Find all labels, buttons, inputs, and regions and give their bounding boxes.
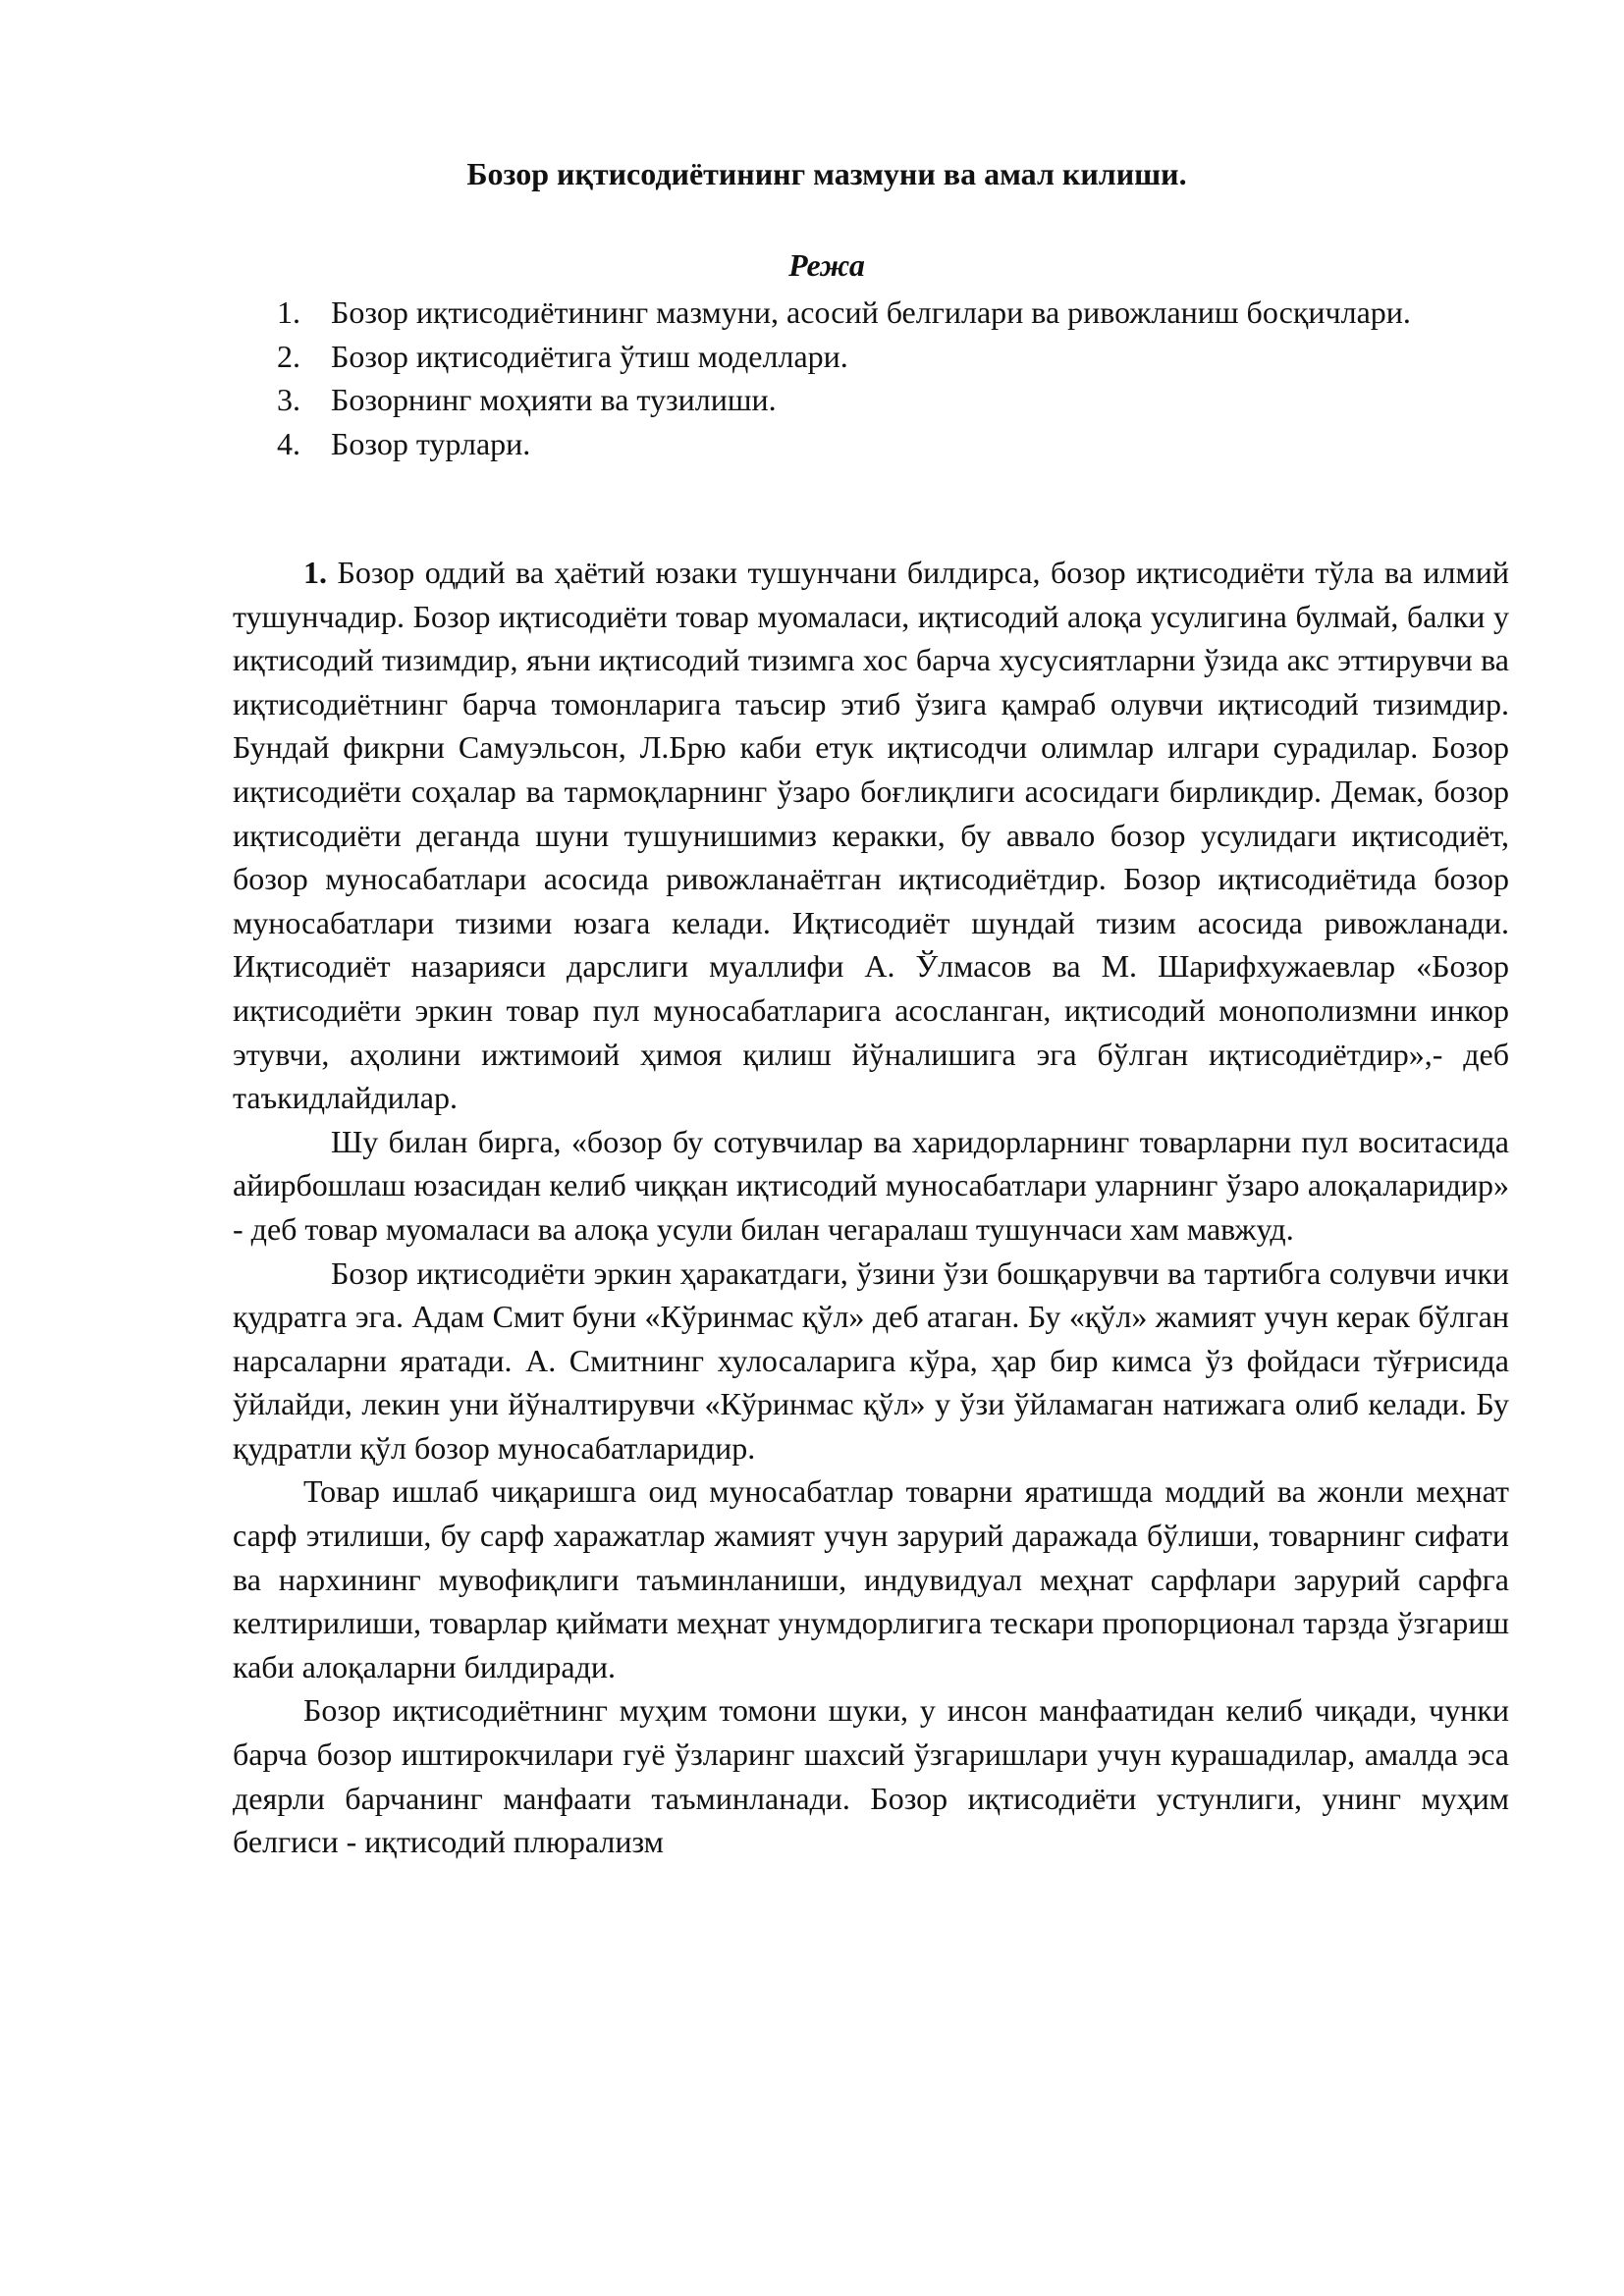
- plan-item-text: Бозорнинг моҳияти ва тузилиши.: [331, 382, 777, 417]
- paragraph: Бозор иқтисодиёти эркин ҳаракатдаги, ўзини ўзи бошқарувчи ва тартибга солувчи ички қудратга эга. Адам Смит буни «Кўринмас қўл» деб атаган. Бу «қўл» жамият учун керак бўлган нарсаларни яратади. А. Смитнинг хулосаларига кўра, ҳар бир кимса ўз фойдаси тўғрисида ўйлайди, лекин уни йўналтирувчи «Кўринмас қўл» у ўзи ўйламаган натижага олиб келади. Бу қудратли қўл бозор муносабатларидир.: [233, 1255, 1509, 1466]
- plan-item: [277, 422, 1510, 466]
- plan-item-number: 4.: [277, 425, 300, 461]
- document-title: Бозор иқтисодиётининг мазмуни ва амал килиши.: [466, 156, 1187, 191]
- plan-item-text: Бозор иқтисодиётининг мазмуни, асосий белгилари ва ривожланиш босқичлари.: [331, 294, 1411, 330]
- paragraph-text: Бозор оддий ва ҳаётий юзаки тушунчани билдирса, бозор иқтисодиёти тўла ва илмий тушунчадир. Бозор иқтисодиёти товар муомаласи, иқтисодий алоқа усулигина булмай, балки у иқтисодий тизимдир, яъни иқтисодий тизимга хос барча хусусиятларни ўзида акс эттирувчи ва иқтисодиётнинг барча томонларига таъсир этиб ўзига қамраб олувчи иқтисодий тизимдир. Бундай фикрни Самуэльсон, Л.Брю каби етук иқтисодчи олимлар илгари сурадилар. Бозор иқтисодиёти соҳалар ва тармоқларнинг ўзаро боғлиқлиги асосидаги бирликдир. Демак, бозор иқтисодиёти деганда шуни тушунишимиз керакки, бу аввало бозор усулидаги иқтисодиёт, бозор муносабатлари асосида ривожланаётган иқтисодиётдир. Бозор иқтисодиётида бозор муносабатлари тизими юзага келади. Иқтисодиёт шундай тизим асосида ривожланади. Иқтисодиёт назарияси дарслиги муаллифи А. Ўлмасов ва М. Шарифхужаевлар «Бозор иқтисодиёти эркин товар пул муносабатларига асосланган, иқтисодий монополизмни инкор этувчи, аҳолини ижтимоий ҳимоя қилиш йўналишига эга бўлган иқтисодиётдир»,- деб таъкидлайдилар.: [233, 555, 1509, 1116]
- paragraph: Товар ишлаб чиқаришга оид муносабатлар товарни яратишда моддий ва жонли меҳнат сарф этилиши, бу сарф харажатлар жамият учун зарурий даражада бўлиши, товарнинг сифати ва нархининг мувофиқлиги таъминланиши, индувидуал меҳнат сарфлари зарурий сарфга келтирилиши, товарлар қиймати меҳнат унумдорлигига тескари пропорционал тарзда ўзгариш каби алоқаларни билдиради.: [233, 1473, 1509, 1684]
- plan-item: [277, 378, 1510, 422]
- plan-item-number: 2.: [277, 338, 300, 374]
- plan-item-text: Бозор иқтисодиётига ўтиш моделлари.: [331, 338, 848, 374]
- body-text: [233, 551, 1509, 1864]
- plan-heading: Режа: [788, 247, 865, 283]
- plan-list: [277, 291, 1510, 465]
- section-number: 1.: [303, 555, 327, 590]
- plan-item: [277, 335, 1510, 379]
- plan-item-number: 3.: [277, 382, 300, 417]
- paragraph: Шу билан бирга, «бозор бу сотувчилар ва харидорларнинг товарларни пул воситасида айирбошлаш юзасидан келиб чиққан иқтисодий муносабатлари уларнинг ўзаро алоқаларидир» - деб товар муомаласи ва алоқа усули билан чегаралаш тушунчаси хам мавжуд.: [233, 1123, 1509, 1247]
- paragraph: Бозор иқтисодиётнинг муҳим томони шуки, у инсон манфаатидан келиб чиқади, чунки барча бозор иштирокчилари гуё ўзларинг шахсий ўзгаришлари учун курашадилар, амалда эса деярли барчанинг манфаати таъминланади. Бозор иқтисодиёти устунлиги, унинг муҳим белгиси - иқтисодий плюрализм: [233, 1692, 1509, 1860]
- plan-item-number: 1.: [277, 294, 300, 330]
- plan-item-text: Бозор турлари.: [331, 425, 531, 461]
- paragraph: [233, 551, 1509, 1120]
- plan-item: [277, 291, 1510, 335]
